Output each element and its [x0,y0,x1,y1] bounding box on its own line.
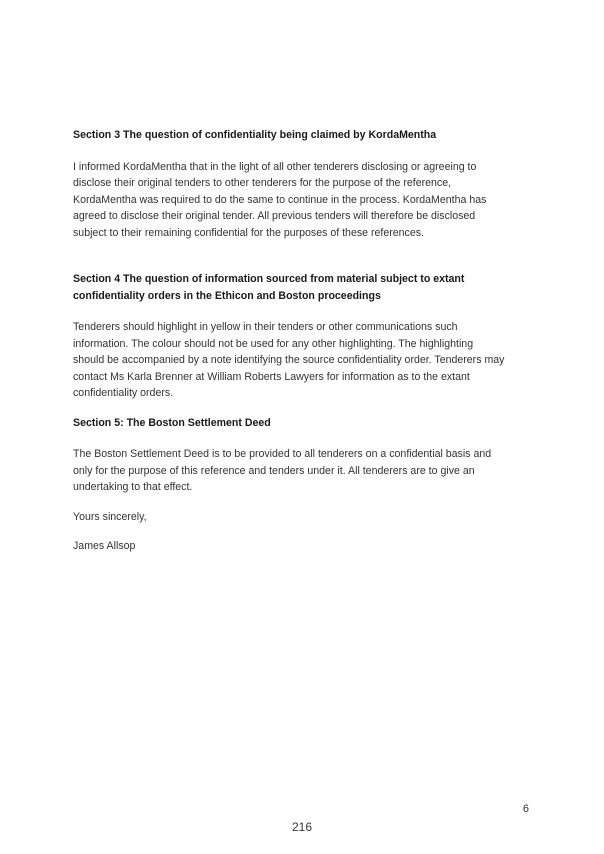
page-number: 6 [522,803,529,815]
paragraph-line: only for the purpose of this reference and tenders under it. All tenderers are to give an [73,464,475,477]
section-3 [73,127,533,241]
section-5-heading [73,415,533,432]
paragraph-line: Tenderers should highlight in yellow in their tenders or other communications such [73,321,458,333]
signature-name: James Allsop [73,540,136,552]
paragraph-line: disclose their original tenders to other tenderers for the purpose of the reference, [73,177,452,189]
heading-line: Section 5: The Boston Settlement Deed [73,416,271,429]
paragraph-line: agreed to disclose their original tender. All previous tenders will therefore be disclosed [73,210,476,222]
section-4-paragraph [73,319,533,402]
section-3-paragraph [73,159,533,242]
paragraph-line: I informed KordaMentha that in the light of all other tenderers disclosing or agreeing to [73,160,477,173]
paragraph-line: confidentiality orders. [73,387,174,399]
section-5 [73,415,533,496]
heading-line: Section 4 The question of information sourced from material subject to extant [73,273,465,285]
heading-line: confidentiality orders in the Ethicon and Boston proceedings [73,289,381,302]
paragraph-line: should be accompanied by a note identifying the source confidentiality order. Tenderers may [73,354,505,366]
document-number: 216 [291,820,313,834]
paragraph-line: contact Ms Karla Brenner at William Roberts Lawyers for information as to the extant [73,370,470,383]
paragraph-line: KordaMentha was required to do the same to continue in the process. KordaMentha has [73,193,487,206]
heading-line: Section 3 The question of confidentiality being claimed by KordaMentha [73,129,437,141]
paragraph-line: undertaking to that effect. [73,481,193,493]
paragraph-line: subject to their remaining confidential for the purposes of these references. [73,226,424,239]
section-5-paragraph [73,446,533,496]
section-4 [73,271,533,402]
section-4-heading [73,271,533,304]
paragraph-line: information. The colour should not be used for any other highlighting. The highlighting [73,337,474,350]
letter-body [73,127,533,555]
paragraph-line: The Boston Settlement Deed is to be provided to all tenderers on a confidential basis and [73,448,492,460]
section-3-heading [73,127,533,144]
closing: Yours sincerely, [73,510,147,523]
